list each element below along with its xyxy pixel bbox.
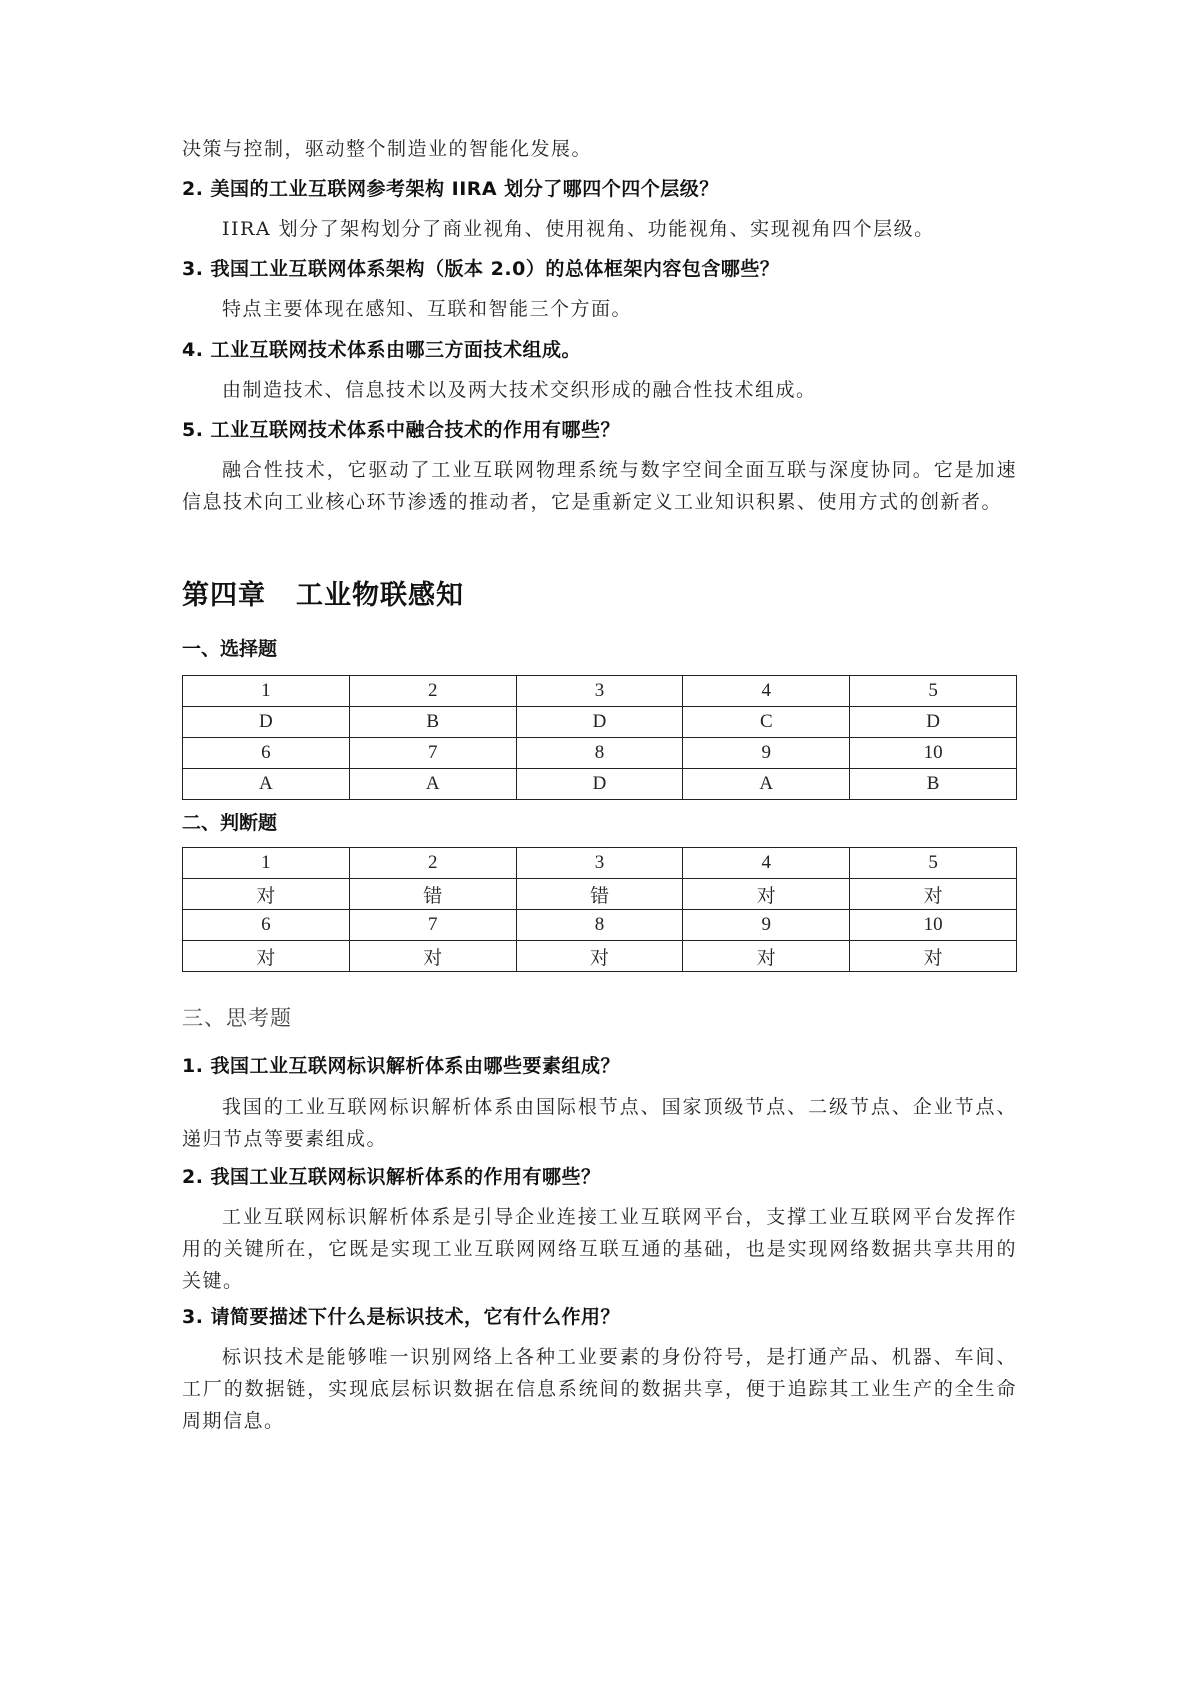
table-cell: 9 bbox=[683, 738, 850, 769]
think-question-2: 2. 我国工业互联网标识解析体系的作用有哪些？ bbox=[182, 1166, 601, 1188]
table-row bbox=[183, 738, 1017, 769]
question-3: 3. 我国工业互联网体系架构（版本 2.0）的总体框架内容包含哪些？ bbox=[182, 258, 780, 280]
table-cell: 1 bbox=[183, 848, 350, 879]
table-cell: 8 bbox=[516, 910, 683, 941]
table-row bbox=[183, 879, 1017, 910]
table-row bbox=[183, 848, 1017, 879]
think-answer-2: 工业互联网标识解析体系是引导企业连接工业互联网平台，支撑工业互联网平台发挥作用的关键所在，它既是实现工业互联网网络互联互通的基础，也是实现网络数据共享共用的关键。 bbox=[182, 1206, 1017, 1292]
table-cell: 对 bbox=[683, 941, 850, 972]
answer-5: 融合性技术，它驱动了工业互联网物理系统与数字空间全面互联与深度协同。它是加速信息技术向工业核心环节渗透的推动者，它是重新定义工业知识积累、使用方式的创新者。 bbox=[182, 459, 1017, 513]
table-cell: 10 bbox=[850, 910, 1017, 941]
table-cell: A bbox=[683, 769, 850, 800]
table-cell: 2 bbox=[349, 848, 516, 879]
table-cell: 7 bbox=[349, 910, 516, 941]
judge-answer-table-wrap bbox=[182, 847, 1017, 972]
table-cell: 对 bbox=[516, 941, 683, 972]
think-answer-3: 标识技术是能够唯一识别网络上各种工业要素的身份符号，是打通产品、机器、车间、工厂的数据链，实现底层标识数据在信息系统间的数据共享，便于追踪其工业生产的全生命周期信息。 bbox=[182, 1346, 1017, 1432]
table-cell: 9 bbox=[683, 910, 850, 941]
question-2: 2. 美国的工业互联网参考架构 IIRA 划分了哪四个四个层级？ bbox=[182, 178, 719, 200]
table-cell: D bbox=[850, 707, 1017, 738]
choice-answer-table bbox=[182, 675, 1017, 800]
chapter-heading bbox=[182, 573, 464, 612]
table-cell: 对 bbox=[183, 941, 350, 972]
think-section-title: 三、思考题 bbox=[182, 1006, 292, 1030]
table-row bbox=[183, 769, 1017, 800]
think-question-3: 3. 请简要描述下什么是标识技术，它有什么作用？ bbox=[182, 1306, 621, 1328]
table-cell: D bbox=[183, 707, 350, 738]
table-cell: 7 bbox=[349, 738, 516, 769]
table-row bbox=[183, 941, 1017, 972]
chapter-title: 工业物联感知 bbox=[296, 580, 464, 611]
table-cell: 3 bbox=[516, 676, 683, 707]
table-cell: 3 bbox=[516, 848, 683, 879]
question-5: 5. 工业互联网技术体系中融合技术的作用有哪些？ bbox=[182, 419, 621, 441]
table-cell: 对 bbox=[349, 941, 516, 972]
table-cell: 10 bbox=[850, 738, 1017, 769]
choice-answer-table-wrap bbox=[182, 675, 1017, 800]
table-row bbox=[183, 707, 1017, 738]
table-cell: D bbox=[516, 769, 683, 800]
table-cell: 4 bbox=[683, 676, 850, 707]
table-cell: 错 bbox=[349, 879, 516, 910]
table-cell: 4 bbox=[683, 848, 850, 879]
table-cell: C bbox=[683, 707, 850, 738]
answer-2: IIRA 划分了架构划分了商业视角、使用视角、功能视角、实现视角四个层级。 bbox=[222, 218, 935, 240]
table-row bbox=[183, 676, 1017, 707]
choice-section-title: 一、选择题 bbox=[182, 638, 278, 660]
table-cell: 对 bbox=[183, 879, 350, 910]
table-cell: 对 bbox=[850, 879, 1017, 910]
table-cell: 1 bbox=[183, 676, 350, 707]
table-cell: A bbox=[183, 769, 350, 800]
table-cell: 6 bbox=[183, 738, 350, 769]
continuation-paragraph: 决策与控制，驱动整个制造业的智能化发展。 bbox=[182, 138, 593, 160]
chapter-number: 第四章 bbox=[182, 580, 266, 611]
judge-section-title: 二、判断题 bbox=[182, 812, 278, 834]
table-cell: D bbox=[516, 707, 683, 738]
table-cell: A bbox=[349, 769, 516, 800]
table-cell: 对 bbox=[683, 879, 850, 910]
table-cell: B bbox=[850, 769, 1017, 800]
answer-4: 由制造技术、信息技术以及两大技术交织形成的融合性技术组成。 bbox=[222, 379, 817, 401]
table-cell: B bbox=[349, 707, 516, 738]
table-cell: 错 bbox=[516, 879, 683, 910]
think-answer-1: 我国的工业互联网标识解析体系由国际根节点、国家顶级节点、二级节点、企业节点、递归节点等要素组成。 bbox=[182, 1096, 1017, 1150]
question-4: 4. 工业互联网技术体系由哪三方面技术组成。 bbox=[182, 339, 582, 361]
judge-answer-table bbox=[182, 847, 1017, 972]
table-cell: 2 bbox=[349, 676, 516, 707]
table-cell: 5 bbox=[850, 848, 1017, 879]
table-cell: 6 bbox=[183, 910, 350, 941]
answer-3: 特点主要体现在感知、互联和智能三个方面。 bbox=[222, 298, 633, 320]
table-cell: 对 bbox=[850, 941, 1017, 972]
think-question-1: 1. 我国工业互联网标识解析体系由哪些要素组成？ bbox=[182, 1055, 621, 1077]
table-cell: 8 bbox=[516, 738, 683, 769]
table-row bbox=[183, 910, 1017, 941]
table-cell: 5 bbox=[850, 676, 1017, 707]
